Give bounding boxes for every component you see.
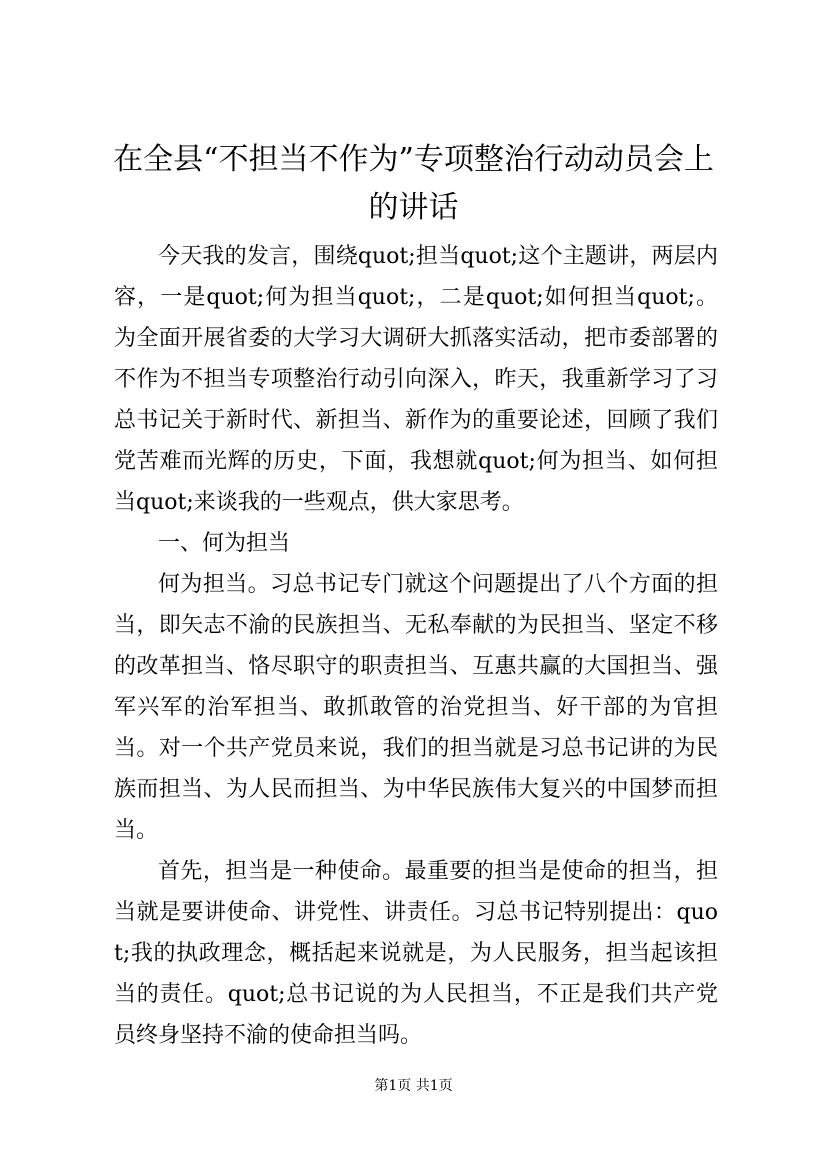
paragraph-mission: 首先，担当是一种使命。最重要的担当是使命的担当，担当就是要讲使命、讲党性、讲责任。习总书记特别提出：quot;我的执政理念，概括起来说就是，为人民服务，担当起该担当的责任。quot;总书记说的为人民担当，不正是我们共产党员终身坚持不渝的使命担当吗。 bbox=[114, 859, 718, 1048]
document-body bbox=[114, 236, 718, 1056]
paragraph-intro: 今天我的发言，围绕quot;担当quot;这个主题讲，两层内容，一是quot;何为担当quot;，二是quot;如何担当quot;。为全面开展省委的大学习大调研大抓落实活动，把市委部署的不作为不担当专项整治行动引向深入，昨天，我重新学习了习总书记关于新时代、新担当、新作为的重要论述，回顾了我们党苦难而光辉的历史，下面，我想就quot;何为担当、如何担当quot;来谈我的一些观点，供大家思考。 bbox=[114, 244, 718, 515]
section-heading-1: 一、何为担当 bbox=[158, 531, 291, 556]
paragraph-definition: 何为担当。习总书记专门就这个问题提出了八个方面的担当，即矢志不渝的民族担当、无私奉献的为民担当、坚定不移的改革担当、恪尽职守的职责担当、互惠共赢的大国担当、强军兴军的治军担当、敢抓敢管的治党担当、好干部的为官担当。对一个共产党员来说，我们的担当就是习总书记讲的为民族而担当、为人民而担当、为中华民族伟大复兴的中国梦而担当。 bbox=[114, 572, 718, 843]
page-footer: 第1页 共1页 bbox=[374, 1078, 453, 1094]
document-title: 在全县“不担当不作为”专项整治行动动员会上的讲话 bbox=[113, 142, 714, 225]
